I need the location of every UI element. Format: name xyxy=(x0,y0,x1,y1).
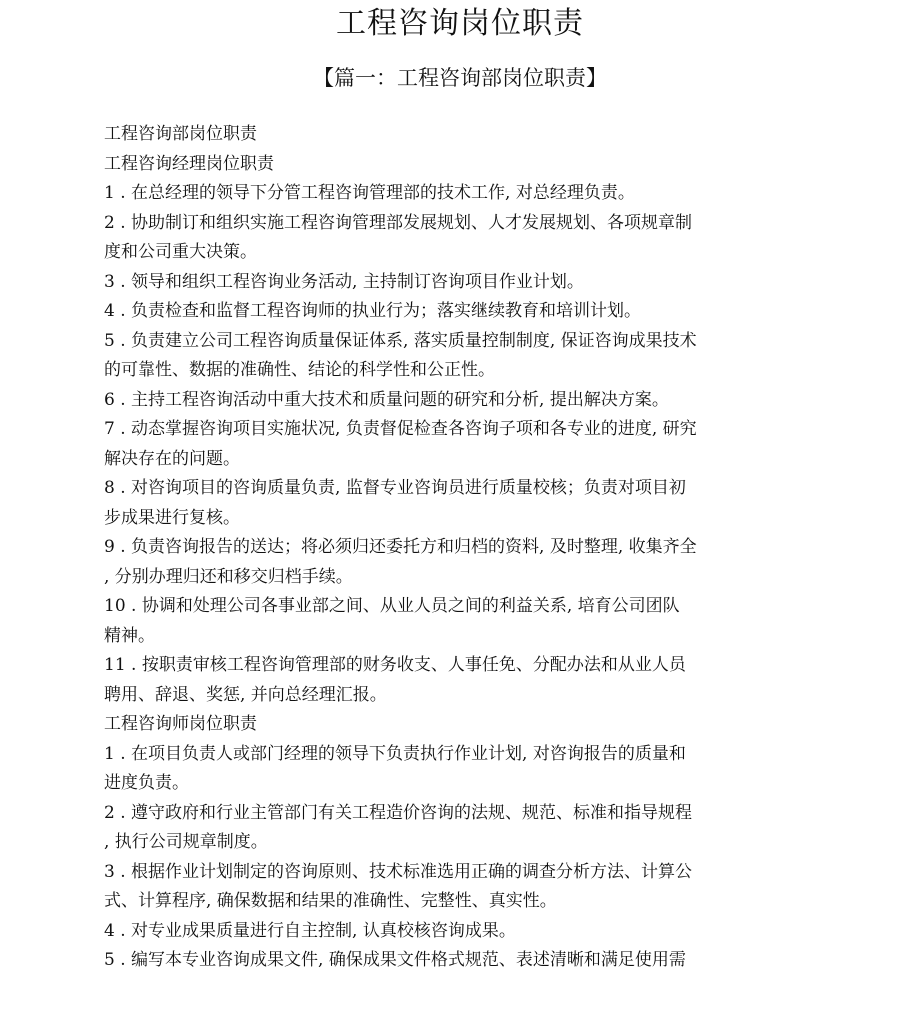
text-line: , 执行公司规章制度。 xyxy=(104,832,268,852)
text-line: 5 . 负责建立公司工程咨询质量保证体系, 落实质量控制制度, 保证咨询成果技术 xyxy=(104,330,697,351)
text-line: 聘用、辞退、奖惩, 并向总经理汇报。 xyxy=(104,684,387,705)
document-body xyxy=(104,120,804,976)
text-line: 式、计算程序, 确保数据和结果的准确性、完整性、真实性。 xyxy=(104,891,557,911)
text-line: 进度负责。 xyxy=(104,773,189,793)
text-line: 8 . 对咨询项目的咨询质量负责, 监督专业咨询员进行质量校核；负责对项目初 xyxy=(104,478,686,498)
text-line: 4 . 对专业成果质量进行自主控制, 认真校核咨询成果。 xyxy=(104,920,516,941)
text-line: 2 . 协助制订和组织实施工程咨询管理部发展规划、人才发展规划、各项规章制 xyxy=(104,212,693,233)
section-heading: 工程咨询经理岗位职责 xyxy=(104,153,274,174)
text-line: , 分别办理归还和移交归档手续。 xyxy=(104,566,353,587)
text-line: 11 . 按职责审核工程咨询管理部的财务收支、人事任免、分配办法和从业人员 xyxy=(104,655,686,675)
text-line: 6 . 主持工程咨询活动中重大技术和质量问题的研究和分析, 提出解决方案。 xyxy=(104,389,669,410)
text-line: 7 . 动态掌握咨询项目实施状况, 负责督促检查各咨询子项和各专业的进度, 研究 xyxy=(104,419,697,439)
document-subtitle: 【篇一：工程咨询部岗位职责】 xyxy=(313,66,607,90)
text-line: 3 . 根据作业计划制定的咨询原则、技术标准选用正确的调查分析方法、计算公 xyxy=(104,861,693,882)
section-heading: 工程咨询师岗位职责 xyxy=(104,714,257,734)
document-title: 工程咨询岗位职责 xyxy=(336,6,584,41)
text-line: 2 . 遵守政府和行业主管部门有关工程造价咨询的法规、规范、标准和指导规程 xyxy=(104,802,693,823)
section-heading: 工程咨询部岗位职责 xyxy=(104,124,257,144)
text-line: 9 . 负责咨询报告的送达；将必须归还委托方和归档的资料, 及时整理, 收集齐全 xyxy=(104,537,697,557)
text-line: 10 . 协调和处理公司各事业部之间、从业人员之间的利益关系, 培育公司团队 xyxy=(104,596,680,616)
text-line: 精神。 xyxy=(104,625,155,646)
text-line: 5 . 编写本专业咨询成果文件, 确保成果文件格式规范、表述清晰和满足使用需 xyxy=(104,950,686,970)
text-line: 1 . 在总经理的领导下分管工程咨询管理部的技术工作, 对总经理负责。 xyxy=(104,183,635,203)
text-line: 度和公司重大决策。 xyxy=(104,242,257,262)
text-line: 的可靠性、数据的准确性、结论的科学性和公正性。 xyxy=(104,360,495,380)
text-line: 步成果进行复核。 xyxy=(104,507,240,528)
text-line: 解决存在的问题。 xyxy=(104,448,240,469)
text-line: 1 . 在项目负责人或部门经理的领导下负责执行作业计划, 对咨询报告的质量和 xyxy=(104,743,686,764)
text-line: 3 . 领导和组织工程咨询业务活动, 主持制订咨询项目作业计划。 xyxy=(104,271,584,292)
text-line: 4 . 负责检查和监督工程咨询师的执业行为；落实继续教育和培训计划。 xyxy=(104,301,642,321)
